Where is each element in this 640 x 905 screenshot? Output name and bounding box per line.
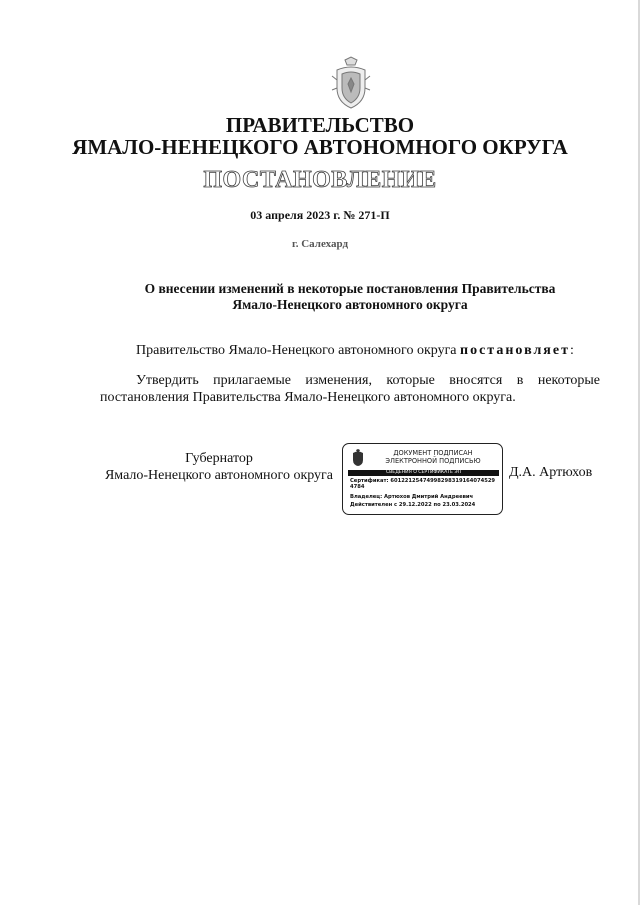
date-and-number: 03 апреля 2023 г. № 271-П xyxy=(250,208,390,222)
subject-line2: Ямало-Ненецкого автономного округа xyxy=(232,297,468,312)
stamp-validity: Действителен с 29.12.2022 по 23.03.2024 xyxy=(350,502,476,508)
para1-spaced-word: постановляет xyxy=(460,343,570,358)
stamp-heading-line2: ЭЛЕКТРОННОЙ ПОДПИСЬЮ xyxy=(385,457,481,465)
para1-text: Правительство Ямало-Ненецкого автономного округа xyxy=(136,343,457,358)
para1-colon: : xyxy=(569,343,574,358)
stamp-certificate-bar: СВЕДЕНИЯ О СЕРТИФИКАТЕ ЭП xyxy=(348,470,499,476)
decision-paragraph: Утвердить прилагаемые изменения, которые вносятся в некоторые постановления Правительства Ямало-Ненецкого автономного округа. xyxy=(100,373,600,405)
position-line1: Губернатор xyxy=(185,451,253,466)
stamp-heading-line1: ДОКУМЕНТ ПОДПИСАН xyxy=(393,449,473,457)
stamp-heading xyxy=(367,449,499,465)
stamp-certificate-number: Сертификат: 60122125474998298319164074529 xyxy=(350,478,496,484)
stamp-owner: Владелец: Артюхов Дмитрий Андреевич xyxy=(350,494,474,500)
city-name: г. Салехард xyxy=(291,238,349,250)
government-title-line2: ЯМАЛО-НЕНЕЦКОГО АВТОНОМНОГО ОКРУГА xyxy=(72,135,568,159)
document-subject xyxy=(100,281,600,313)
position-line2: Ямало-Ненецкого автономного округа xyxy=(104,468,334,483)
subject-line1: О внесении изменений в некоторые постановления Правительства xyxy=(144,281,556,296)
stamp-certificate-number-cont: 4784 xyxy=(350,484,365,490)
resolution-paragraph xyxy=(136,343,574,359)
government-title-line1: ПРАВИТЕЛЬСТВО xyxy=(225,113,415,137)
signatory-position xyxy=(97,450,341,484)
signer-name: Д.А. Артюхов xyxy=(509,465,593,480)
stamp-emblem-icon xyxy=(352,449,364,467)
document-type-title: ПОСТАНОВЛЕНИЕ xyxy=(203,167,437,193)
electronic-signature-stamp xyxy=(342,443,503,515)
coat-of-arms-icon xyxy=(329,56,373,110)
